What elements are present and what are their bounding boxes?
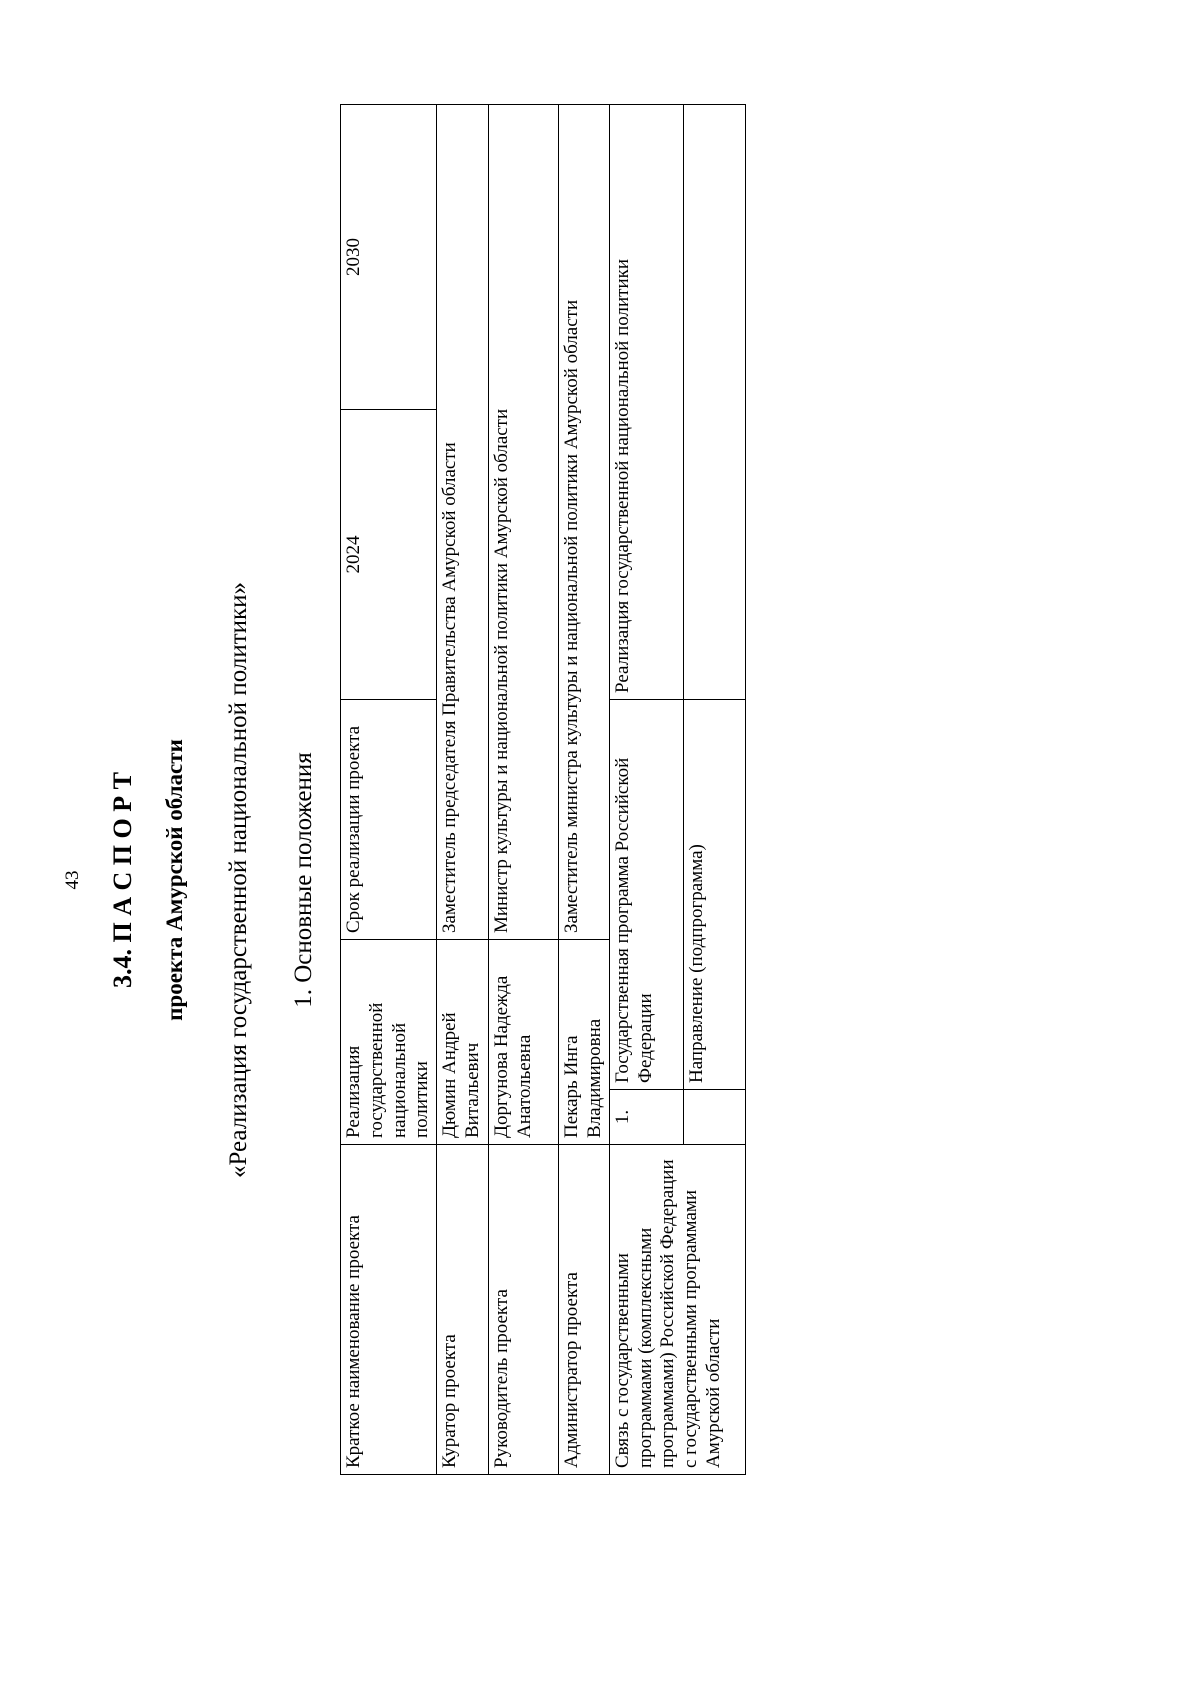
term-label: Срок реализации проекта xyxy=(341,700,437,940)
direction-value xyxy=(683,105,745,700)
curator-position: Заместитель председателя Правительства Амурской области xyxy=(437,105,489,940)
document-subtitle: проекта Амурской области xyxy=(162,739,187,1021)
short-name-value: Реализация государственной национальной политики xyxy=(341,940,437,1145)
direction-label: Направление (подпрограмма) xyxy=(683,700,745,1090)
page-number: 43 xyxy=(62,870,83,890)
section-heading: 1. Основные положения xyxy=(290,752,317,1008)
year-start: 2024 xyxy=(341,410,437,700)
direction-number xyxy=(683,1090,745,1145)
links-label: Связь с государственными программами (комплексными программами) Российской Федерации с государственными программами Амурской области xyxy=(609,1145,745,1475)
links-number: 1. xyxy=(609,1090,683,1145)
administrator-position: Заместитель министра культуры и национальной политики Амурской области xyxy=(559,105,610,940)
row-program-links xyxy=(609,105,683,1475)
head-label: Руководитель проекта xyxy=(489,1145,559,1475)
row-head xyxy=(489,105,559,1475)
passport-table xyxy=(340,104,746,1475)
head-name: Доргунова Надежда Анатольевна xyxy=(489,940,559,1145)
administrator-label: Администратор проекта xyxy=(559,1145,610,1475)
document-title: 3.4. П А С П О Р Т xyxy=(108,772,137,988)
year-end: 2030 xyxy=(341,105,437,410)
row-administrator xyxy=(559,105,610,1475)
program-value: Реализация государственной национальной политики xyxy=(609,105,683,700)
rotated-page xyxy=(50,105,1150,1655)
row-curator xyxy=(437,105,489,1475)
administrator-name: Пекарь Инга Владимировна xyxy=(559,940,610,1145)
curator-label: Куратор проекта xyxy=(437,1145,489,1475)
head-position: Министр культуры и национальной политики Амурской области xyxy=(489,105,559,940)
curator-name: Дюмин Андрей Витальевич xyxy=(437,940,489,1145)
row-short-name xyxy=(341,105,437,1475)
program-label: Государственная программа Российской Федерации xyxy=(609,700,683,1090)
project-name: «Реализация государственной национальной политики» xyxy=(225,581,252,1179)
short-name-label: Краткое наименование проекта xyxy=(341,1145,437,1475)
